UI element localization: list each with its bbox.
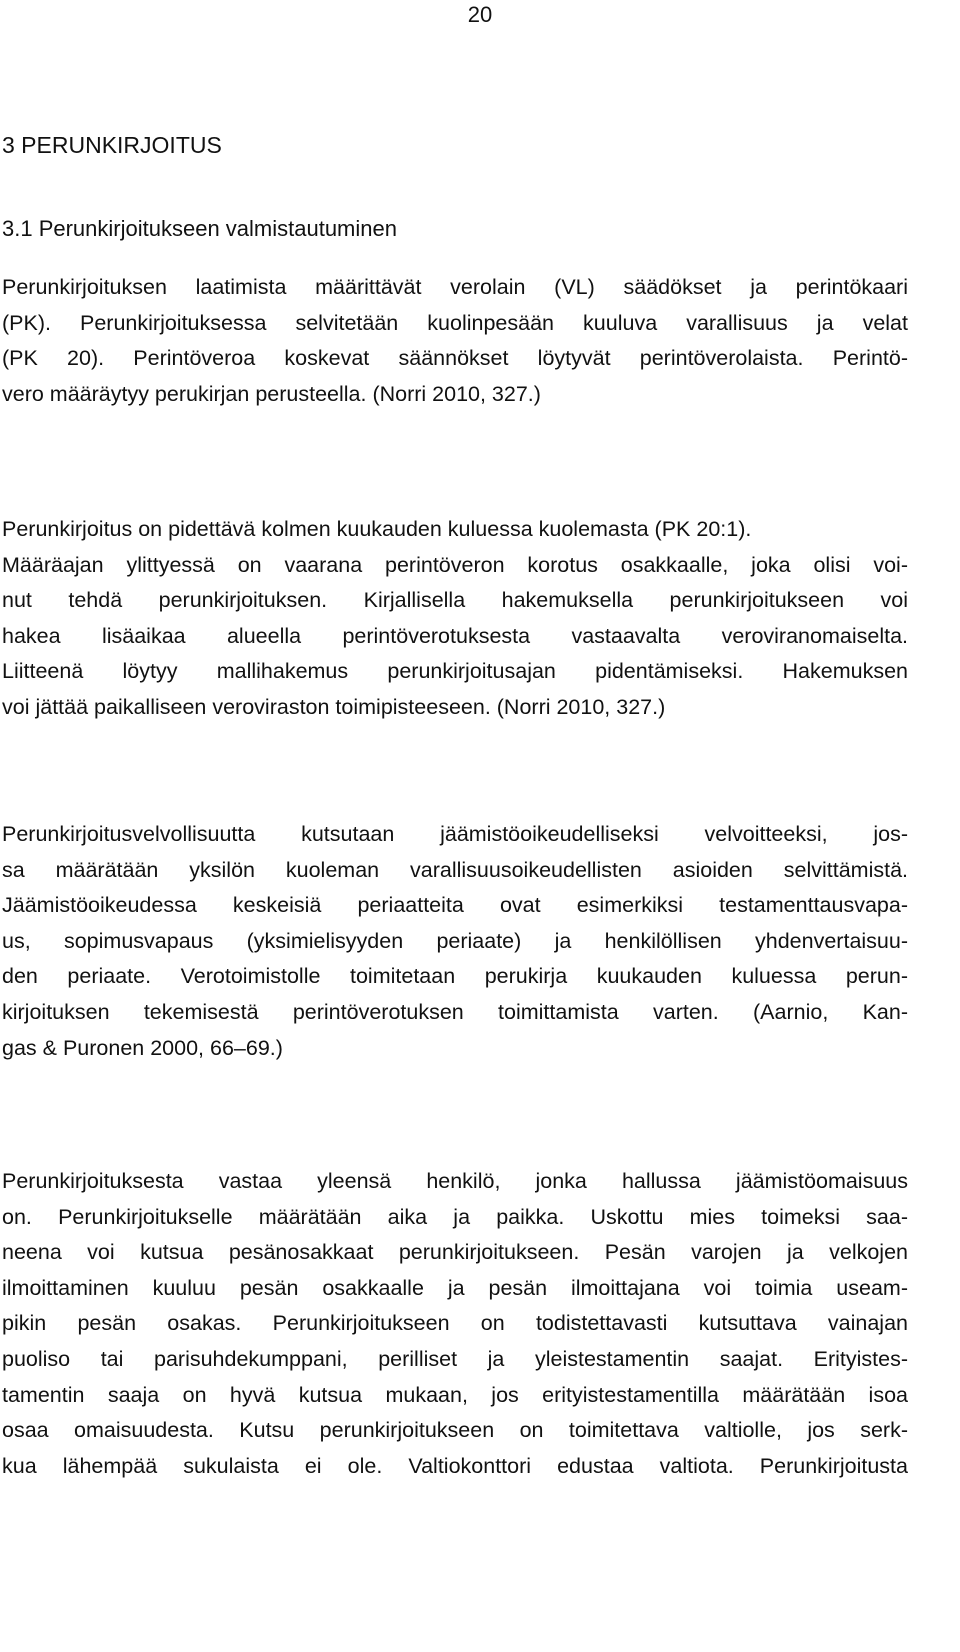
paragraph-4	[2, 1164, 908, 1484]
text-line: den periaate. Verotoimistolle toimitetaan perukirja kuukauden kuluessa perun-	[2, 964, 908, 989]
page-number: 20	[467, 2, 493, 27]
text-line: tamentin saaja on hyvä kutsua mukaan, jos erityistestamentilla määrätään isoa	[2, 1382, 908, 1407]
text-line: vero määräytyy perukirjan perusteella. (Norri 2010, 327.)	[2, 381, 541, 406]
text-line: Perunkirjoituksesta vastaa yleensä henkilö, jonka hallussa jäämistöomaisuus	[2, 1169, 908, 1193]
text-line: osaa omaisuudesta. Kutsu perunkirjoitukseen on toimitettava valtiolle, jos serk-	[2, 1418, 908, 1443]
text-line: neena voi kutsua pesänosakkaat perunkirjoitukseen. Pesän varojen ja velkojen	[2, 1240, 908, 1265]
text-line: pikin pesän osakas. Perunkirjoitukseen on todistettavasti kutsuttava vainajan	[2, 1311, 908, 1336]
text-line: ilmoittaminen kuuluu pesän osakkaalle ja pesän ilmoittajana voi toimia useam-	[2, 1275, 908, 1300]
paragraph-3	[2, 817, 908, 1066]
text-line: Liitteenä löytyy mallihakemus perunkirjoitusajan pidentämiseksi. Hakemuksen	[2, 659, 908, 684]
text-line: on. Perunkirjoitukselle määrätään aika ja paikka. Uskottu mies toimeksi saa-	[2, 1204, 908, 1229]
text-line: puoliso tai parisuhdekumppani, perilliset ja yleistestamentin saajat. Erityistes-	[2, 1346, 908, 1371]
text-line: (PK). Perunkirjoituksessa selvitetään kuolinpesään kuuluva varallisuus ja velat	[2, 310, 908, 335]
section-heading: 3.1 Perunkirjoitukseen valmistautuminen	[2, 216, 397, 241]
text-line: kirjoituksen tekemisestä perintöverotuksen toimittamista varten. (Aarnio, Kan-	[2, 999, 908, 1024]
text-line: us, sopimusvapaus (yksimielisyyden periaate) ja henkilöllisen yhdenvertaisuu-	[2, 928, 908, 953]
chapter-heading: 3 PERUNKIRJOITUS	[2, 132, 222, 158]
text-line: hakea lisäaikaa alueella perintöverotuksesta vastaavalta veroviranomaiselta.	[2, 623, 908, 648]
text-line: kua lähempää sukulaista ei ole. Valtiokonttori edustaa valtiota. Perunkirjoitusta	[2, 1453, 908, 1478]
text-line: Jäämistöoikeudessa keskeisiä periaatteita ovat esimerkiksi testamenttausvapa-	[2, 893, 908, 918]
text-line: (PK 20). Perintöveroa koskevat säännökset löytyvät perintöverolaista. Perintö-	[2, 346, 908, 371]
paragraph-1	[2, 270, 908, 412]
text-line: Perunkirjoituksen laatimista määrittävät verolain (VL) säädökset ja perintökaari	[2, 275, 908, 299]
paragraph-2	[2, 512, 908, 726]
text-line: voi jättää paikalliseen veroviraston toimipisteeseen. (Norri 2010, 327.)	[2, 694, 666, 719]
text-line: gas & Puronen 2000, 66–69.)	[2, 1035, 283, 1060]
text-line: sa määrätään yksilön kuoleman varallisuusoikeudellisten asioiden selvittämistä.	[2, 857, 908, 882]
text-line: Perunkirjoitus on pidettävä kolmen kuukauden kuluessa kuolemasta (PK 20:1).	[2, 517, 752, 541]
text-line: Perunkirjoitusvelvollisuutta kutsutaan jäämistöoikeudelliseksi velvoitteeksi, jos-	[2, 822, 908, 846]
text-line: Määräajan ylittyessä on vaarana perintöveron korotus osakkaalle, joka olisi voi-	[2, 552, 908, 577]
text-line: nut tehdä perunkirjoituksen. Kirjallisella hakemuksella perunkirjoitukseen voi	[2, 588, 908, 613]
